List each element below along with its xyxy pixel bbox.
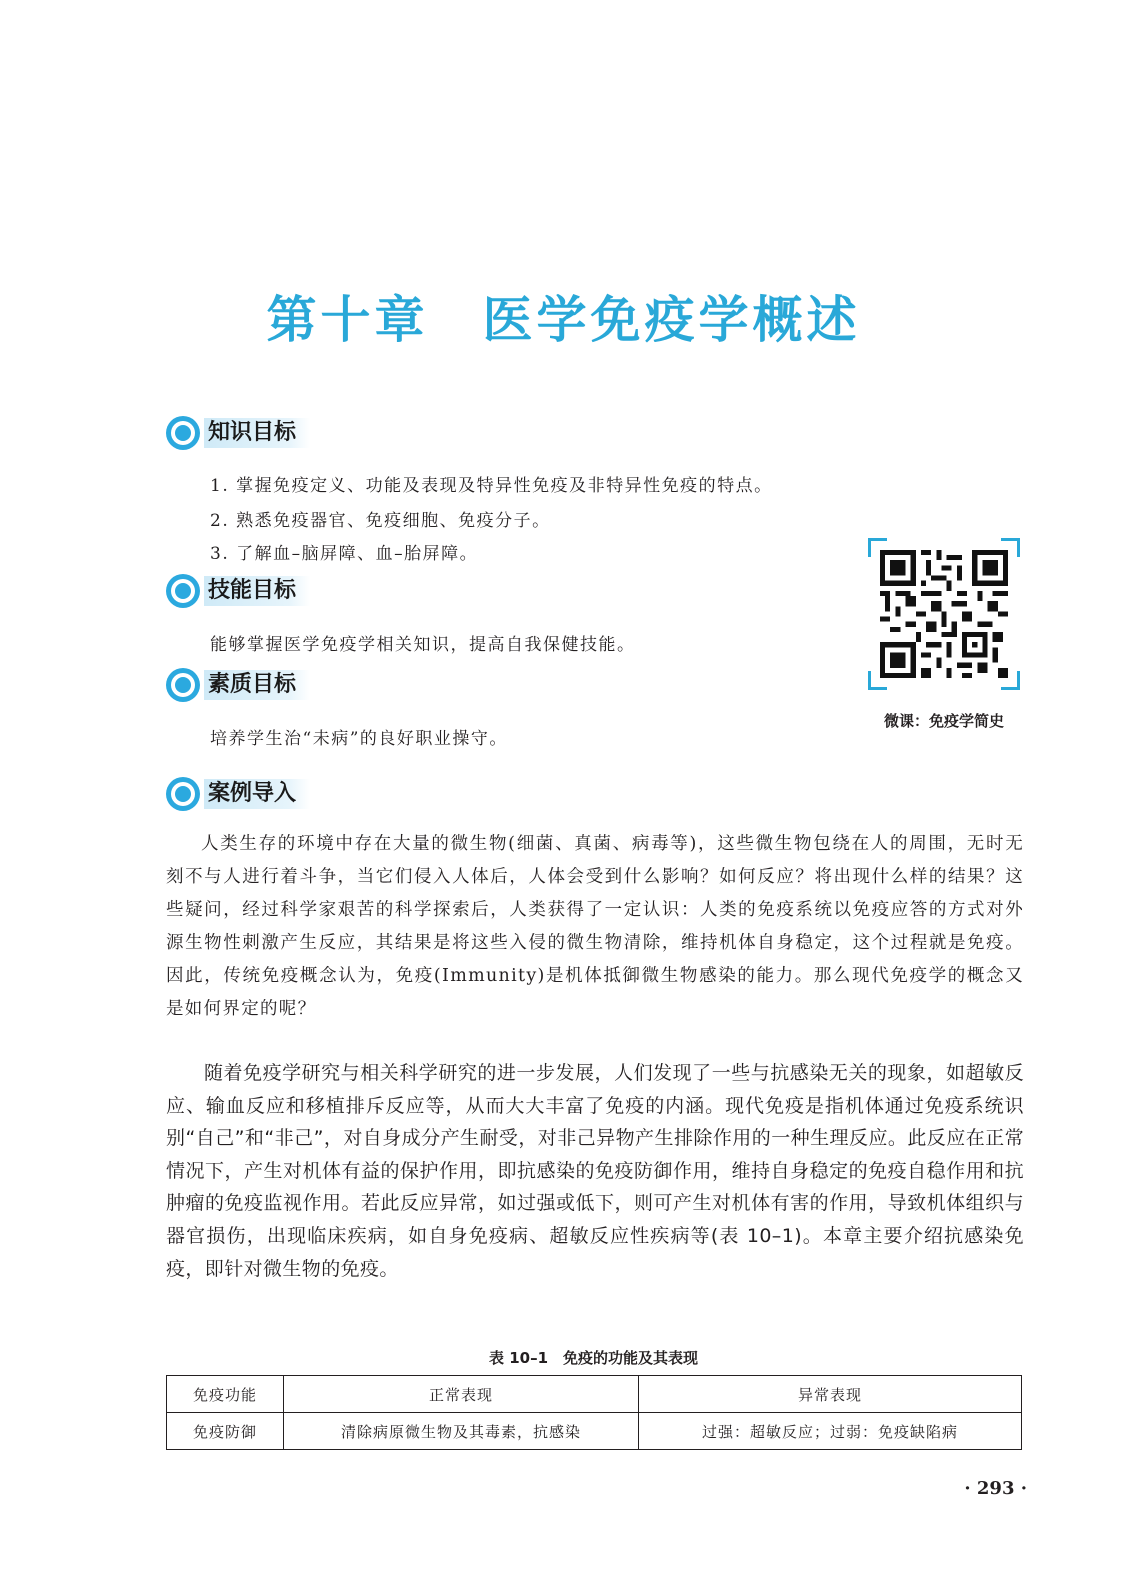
table-cell: 过强：超敏反应；过弱：免疫缺陷病 <box>639 1413 1022 1450</box>
table-header-cell: 正常表现 <box>284 1376 639 1413</box>
qr-code[interactable] <box>868 538 1020 690</box>
qr-code-icon <box>880 550 1008 678</box>
section-title: 技能目标 <box>204 576 310 606</box>
target-icon <box>166 574 200 608</box>
qr-caption: 微课：免疫学简史 <box>883 712 1004 730</box>
case-paragraph: 人类生存的环境中存在大量的微生物(细菌、真菌、病毒等)，这些微生物包绕在人的周围，无时无刻不与人进行着斗争，当它们侵入人体后，人体会受到什么影响？如何反应？将出现什么样的结果？这些疑问，经过科学家艰苦的科学探索后，人类获得了一定认识：人类的免疫系统以免疫应答的方式对外源生物性刺激产生反应，其结果是将这些入侵的微生物清除，维持机体自身稳定，这个过程就是免疫。因此，传统免疫概念认为，免疫(Immunity)是机体抵御微生物感染的能力。那么现代免疫学的概念又是如何界定的呢？ <box>166 834 1024 1019</box>
target-icon <box>166 668 200 702</box>
table-cell: 清除病原微生物及其毒素，抗感染 <box>284 1413 639 1450</box>
section-header-quality <box>166 668 310 702</box>
section-title: 案例导入 <box>204 779 310 809</box>
skill-text: 能够掌握医学免疫学相关知识，提高自我保健技能。 <box>210 635 636 655</box>
section-title: 知识目标 <box>204 418 310 448</box>
page-number: · 293 · <box>964 1478 1027 1499</box>
section-header-knowledge <box>166 416 310 450</box>
table-caption: 表 10–1 免疫的功能及其表现 <box>488 1349 699 1367</box>
table-row <box>167 1413 1022 1450</box>
table-header-cell: 异常表现 <box>639 1376 1022 1413</box>
section-header-skill <box>166 574 310 608</box>
table-header-cell: 免疫功能 <box>167 1376 284 1413</box>
knowledge-item: 2. 熟悉免疫器官、免疫细胞、免疫分子。 <box>210 511 551 531</box>
immune-function-table <box>166 1375 1022 1450</box>
table-cell: 免疫防御 <box>167 1413 284 1450</box>
target-icon <box>166 777 200 811</box>
section-header-case <box>166 777 310 811</box>
section-title: 素质目标 <box>204 670 310 700</box>
knowledge-item: 3. 了解血–脑屏障、血–胎屏障。 <box>210 544 479 564</box>
chapter-title: 第十章 医学免疫学概述 <box>266 290 861 349</box>
target-icon <box>166 416 200 450</box>
table-header-row <box>167 1376 1022 1413</box>
quality-text: 培养学生治“未病”的良好职业操守。 <box>210 729 508 749</box>
knowledge-item: 1. 掌握免疫定义、功能及表现及特异性免疫及非特异性免疫的特点。 <box>210 476 773 496</box>
body-paragraph: 随着免疫学研究与相关科学研究的进一步发展，人们发现了一些与抗感染无关的现象，如超敏反应、输血反应和移植排斥反应等，从而大大丰富了免疫的内涵。现代免疫是指机体通过免疫系统识别“自己”和“非己”，对自身成分产生耐受，对非己异物产生排除作用的一种生理反应。此反应在正常情况下，产生对机体有益的保护作用，即抗感染的免疫防御作用，维持自身稳定的免疫自稳作用和抗肿瘤的免疫监视作用。若此反应异常，如过强或低下，则可产生对机体有害的作用，导致机体组织与器官损伤，出现临床疾病，如自身免疫病、超敏反应性疾病等(表 10–1)。本章主要介绍抗感染免疫，即针对微生物的免疫。 <box>166 1062 1024 1280</box>
